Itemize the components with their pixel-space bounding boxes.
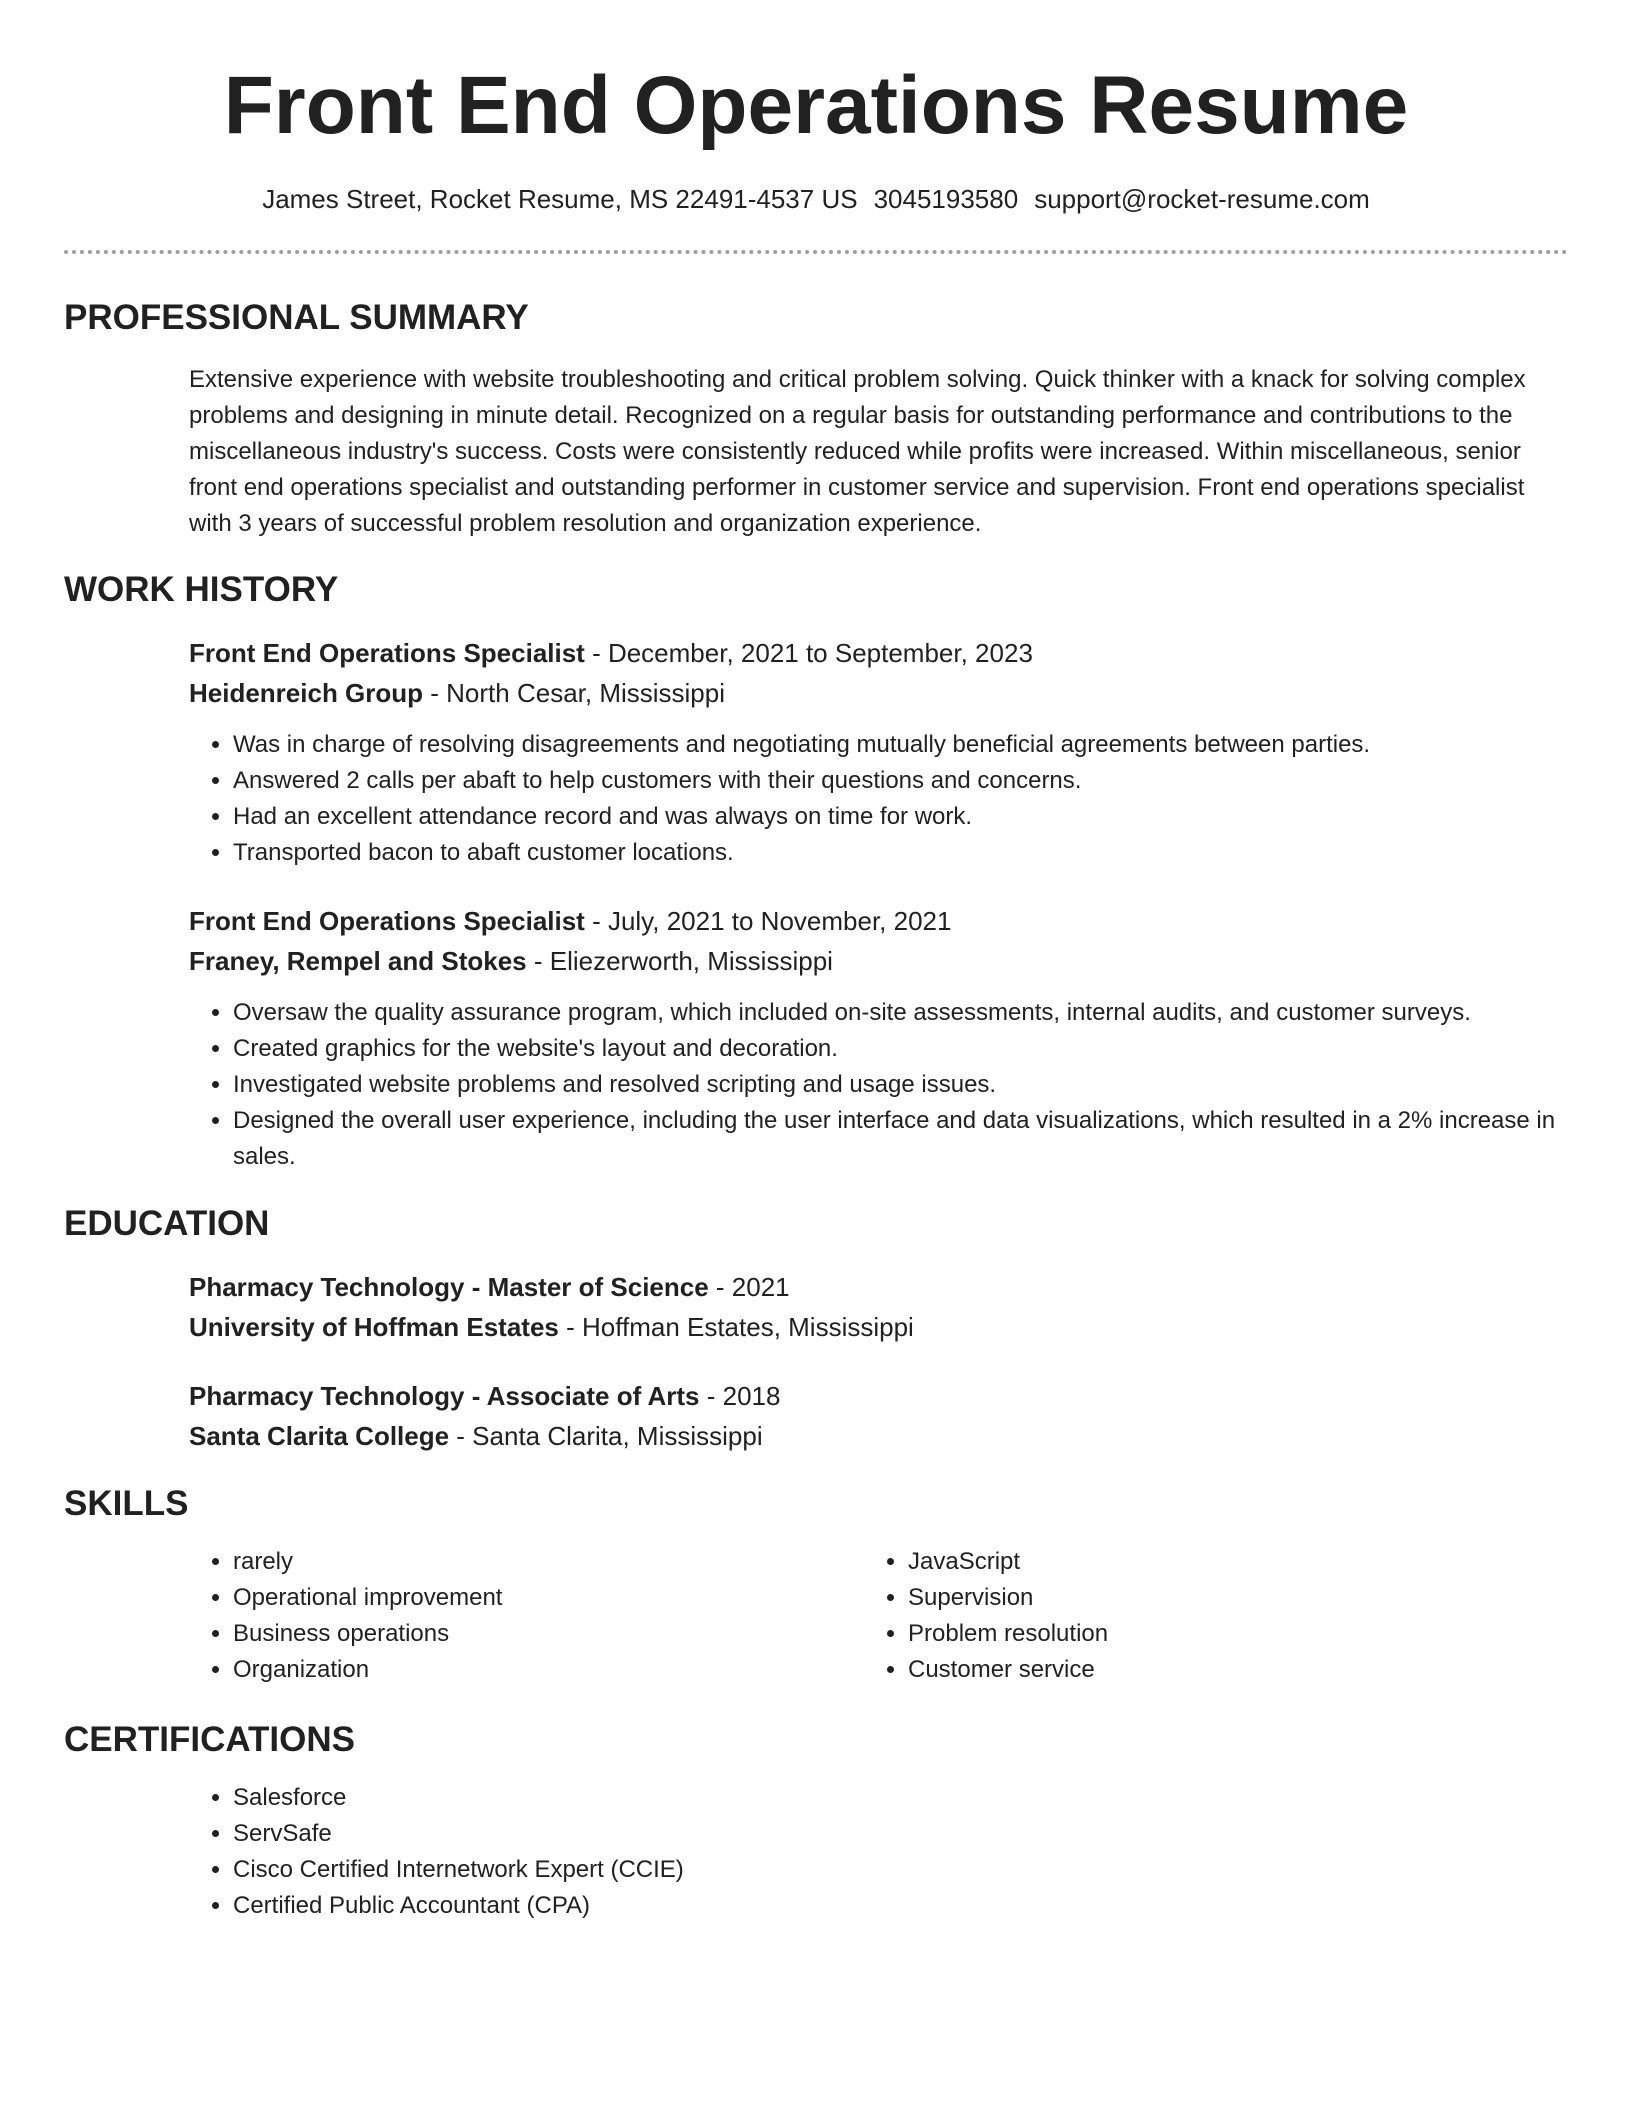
list-item: • Created graphics for the website's layout and decoration. (233, 1031, 1569, 1067)
education-year: - 2018 (699, 1381, 781, 1411)
contact-line (0, 182, 1632, 216)
contact-phone: 3045193580 (873, 184, 1019, 214)
list-item: • Salesforce (233, 1780, 1569, 1816)
list-item: • Was in charge of resolving disagreements and negotiating mutually beneficial agreements between parties. (233, 727, 1569, 763)
summary-text: Extensive experience with website troubleshooting and critical problem solving. Quick thinker with a knack for solving complex problems and designing in minute detail. Recognized on a regular basis for outstanding performance and contributions to the miscellaneous industry's success. Costs were consistently reduced while profits were increased. Within miscellaneous, senior front end operations specialist and outstanding performer in customer service and supervision. Front end operations specialist with 3 years of successful problem resolution and organization experience. (189, 366, 1526, 537)
list-item: • Customer service (908, 1652, 1564, 1688)
job-dates: - July, 2021 to November, 2021 (584, 906, 952, 936)
job-company: Heidenreich Group (189, 678, 424, 708)
list-item: • ServSafe (233, 1816, 1569, 1852)
list-item: • Answered 2 calls per abaft to help customers with their questions and concerns. (233, 763, 1569, 799)
job-title: Front End Operations Specialist (189, 638, 585, 668)
list-item: • Certified Public Accountant (CPA) (233, 1888, 1569, 1924)
job-company: Franey, Rempel and Stokes (189, 946, 527, 976)
list-item: • Problem resolution (908, 1616, 1564, 1652)
education-school: University of Hoffman Estates (189, 1312, 559, 1342)
education-1-school-line (189, 1308, 1569, 1346)
job-1-bullets (189, 727, 1569, 871)
education-location: - Hoffman Estates, Mississippi (558, 1312, 914, 1342)
list-item: • Organization (233, 1652, 809, 1688)
list-item: • Supervision (908, 1580, 1564, 1616)
job-1-company-line (189, 674, 1569, 712)
certifications-heading: CERTIFICATIONS (64, 1720, 356, 1759)
education-year: - 2021 (708, 1272, 790, 1302)
education-location: - Santa Clarita, Mississippi (449, 1421, 763, 1451)
work-history-heading: WORK HISTORY (64, 570, 339, 609)
education-degree: Pharmacy Technology - Associate of Arts (189, 1381, 700, 1411)
list-item: • Designed the overall user experience, including the user interface and data visualizations, which resulted in a 2% increase in sales. (233, 1103, 1569, 1175)
header-divider (64, 250, 1568, 254)
education-heading: EDUCATION (64, 1204, 270, 1243)
job-location: - Eliezerworth, Mississippi (526, 946, 833, 976)
education-degree: Pharmacy Technology - Master of Science (189, 1272, 709, 1302)
list-item: • Cisco Certified Internetwork Expert (CCIE) (233, 1852, 1569, 1888)
list-item: • Operational improvement (233, 1580, 809, 1616)
job-2-company-line (189, 942, 1569, 980)
contact-email: support@rocket-resume.com (1034, 184, 1370, 214)
skills-heading: SKILLS (64, 1484, 189, 1523)
job-dates: - December, 2021 to September, 2023 (584, 638, 1033, 668)
contact-address: James Street, Rocket Resume, MS 22491-4537 US (262, 184, 858, 214)
job-location: - North Cesar, Mississippi (423, 678, 726, 708)
certifications-list (189, 1780, 1569, 1924)
education-2-school-line (189, 1417, 1569, 1455)
skills-left-list (189, 1544, 809, 1688)
skills-right-list (864, 1544, 1564, 1688)
education-1-degree-line (189, 1268, 1569, 1306)
resume-title: Front End Operations Resume (223, 60, 1409, 151)
list-item: • rarely (233, 1544, 809, 1580)
education-2-degree-line (189, 1377, 1569, 1415)
list-item: • Oversaw the quality assurance program, which included on-site assessments, internal audits, and customer surveys. (233, 995, 1569, 1031)
list-item: • JavaScript (908, 1544, 1564, 1580)
job-1-title-line (189, 634, 1569, 672)
list-item: • Business operations (233, 1616, 809, 1652)
education-school: Santa Clarita College (189, 1421, 450, 1451)
summary-heading: PROFESSIONAL SUMMARY (64, 298, 529, 337)
list-item: • Transported bacon to abaft customer locations. (233, 835, 1569, 871)
list-item: • Had an excellent attendance record and was always on time for work. (233, 799, 1569, 835)
list-item: • Investigated website problems and resolved scripting and usage issues. (233, 1067, 1569, 1103)
job-title: Front End Operations Specialist (189, 906, 585, 936)
job-2-bullets (189, 995, 1569, 1175)
job-2-title-line (189, 902, 1569, 940)
